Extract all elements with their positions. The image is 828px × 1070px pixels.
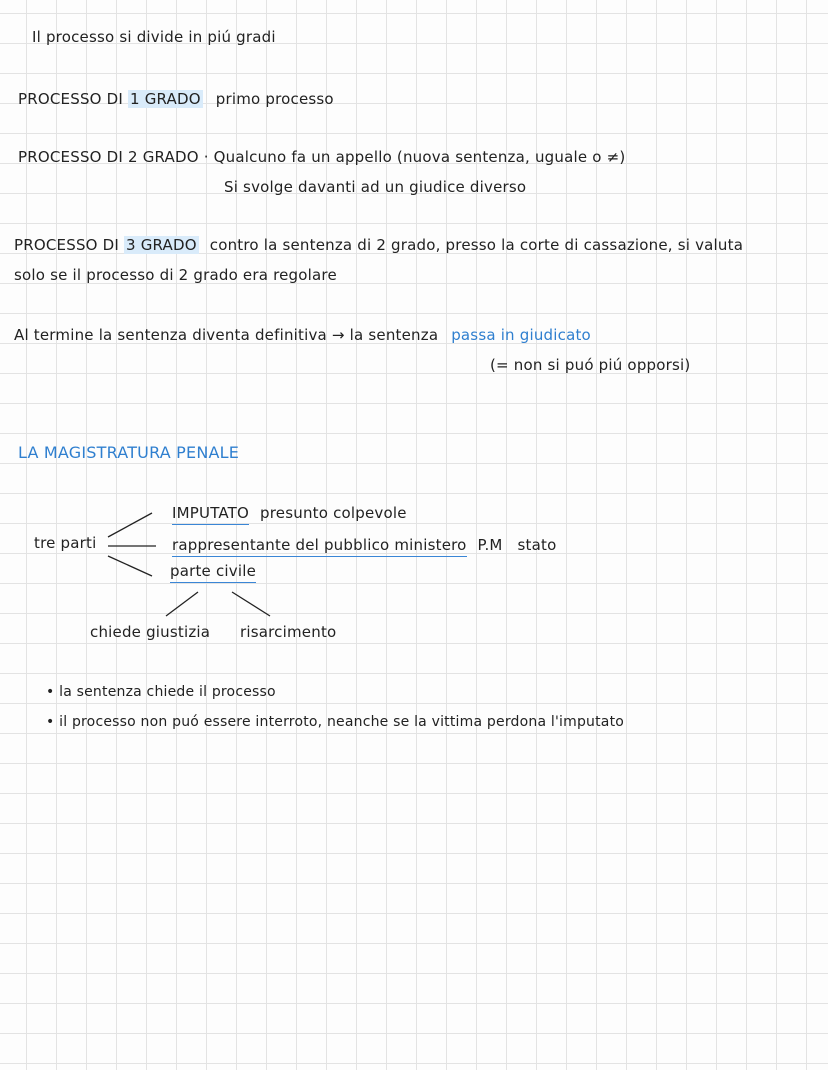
secondo-grado-line1: · Qualcuno fa un appello (nuova sentenza, uguale o ≠) <box>203 148 626 166</box>
stato-label: stato <box>517 536 557 554</box>
bullet-text: la sentenza chiede il processo <box>59 684 276 700</box>
imputato-note: presunto colpevole <box>260 504 407 522</box>
rappresentante-row <box>172 536 556 554</box>
terzo-grado-line2: solo se il processo di 2 grado era regolare <box>14 266 337 284</box>
tre-parti-label: tre parti <box>34 534 97 552</box>
terzo-grado-label: PROCESSO DI <box>14 236 124 254</box>
bullet-text: il processo non puó essere interroto, neanche se la vittima perdona l'imputato <box>59 714 625 730</box>
pm-label: P.M <box>477 536 503 554</box>
primo-grado-num: 1 GRADO <box>130 90 201 108</box>
termine-text: Al termine la sentenza diventa definitiva → la sentenza <box>14 326 439 344</box>
termine-highlight: passa in giudicato <box>451 326 591 344</box>
primo-grado-label: PROCESSO DI <box>18 90 128 108</box>
secondo-grado-line2: Si svolge davanti ad un giudice diverso <box>224 178 527 196</box>
bullet-item: • il processo non puó essere interroto, neanche se la vittima perdona l'imputato <box>46 714 625 730</box>
termine-note: (= non si puó piú opporsi) <box>490 356 691 374</box>
imputato-label: IMPUTATO <box>172 504 249 525</box>
intro-line: Il processo si divide in piú gradi <box>32 28 276 46</box>
parte-civile-label: parte civile <box>170 562 256 583</box>
risarcimento: risarcimento <box>240 623 337 641</box>
bullet-item: • la sentenza chiede il processo <box>46 684 276 700</box>
chiede-giustizia: chiede giustizia <box>90 623 211 641</box>
imputato-row <box>172 504 407 522</box>
primo-grado-text: primo processo <box>215 90 334 108</box>
secondo-grado-label: PROCESSO DI 2 GRADO <box>18 148 199 166</box>
section-title: LA MAGISTRATURA PENALE <box>18 443 240 462</box>
terzo-grado-line1: contro la sentenza di 2 grado, presso la corte di cassazione, si valuta <box>209 236 744 254</box>
rappresentante-label: rappresentante del pubblico ministero <box>172 536 467 557</box>
terzo-grado-num: 3 GRADO <box>126 236 197 254</box>
parte-civile-row <box>170 562 256 580</box>
